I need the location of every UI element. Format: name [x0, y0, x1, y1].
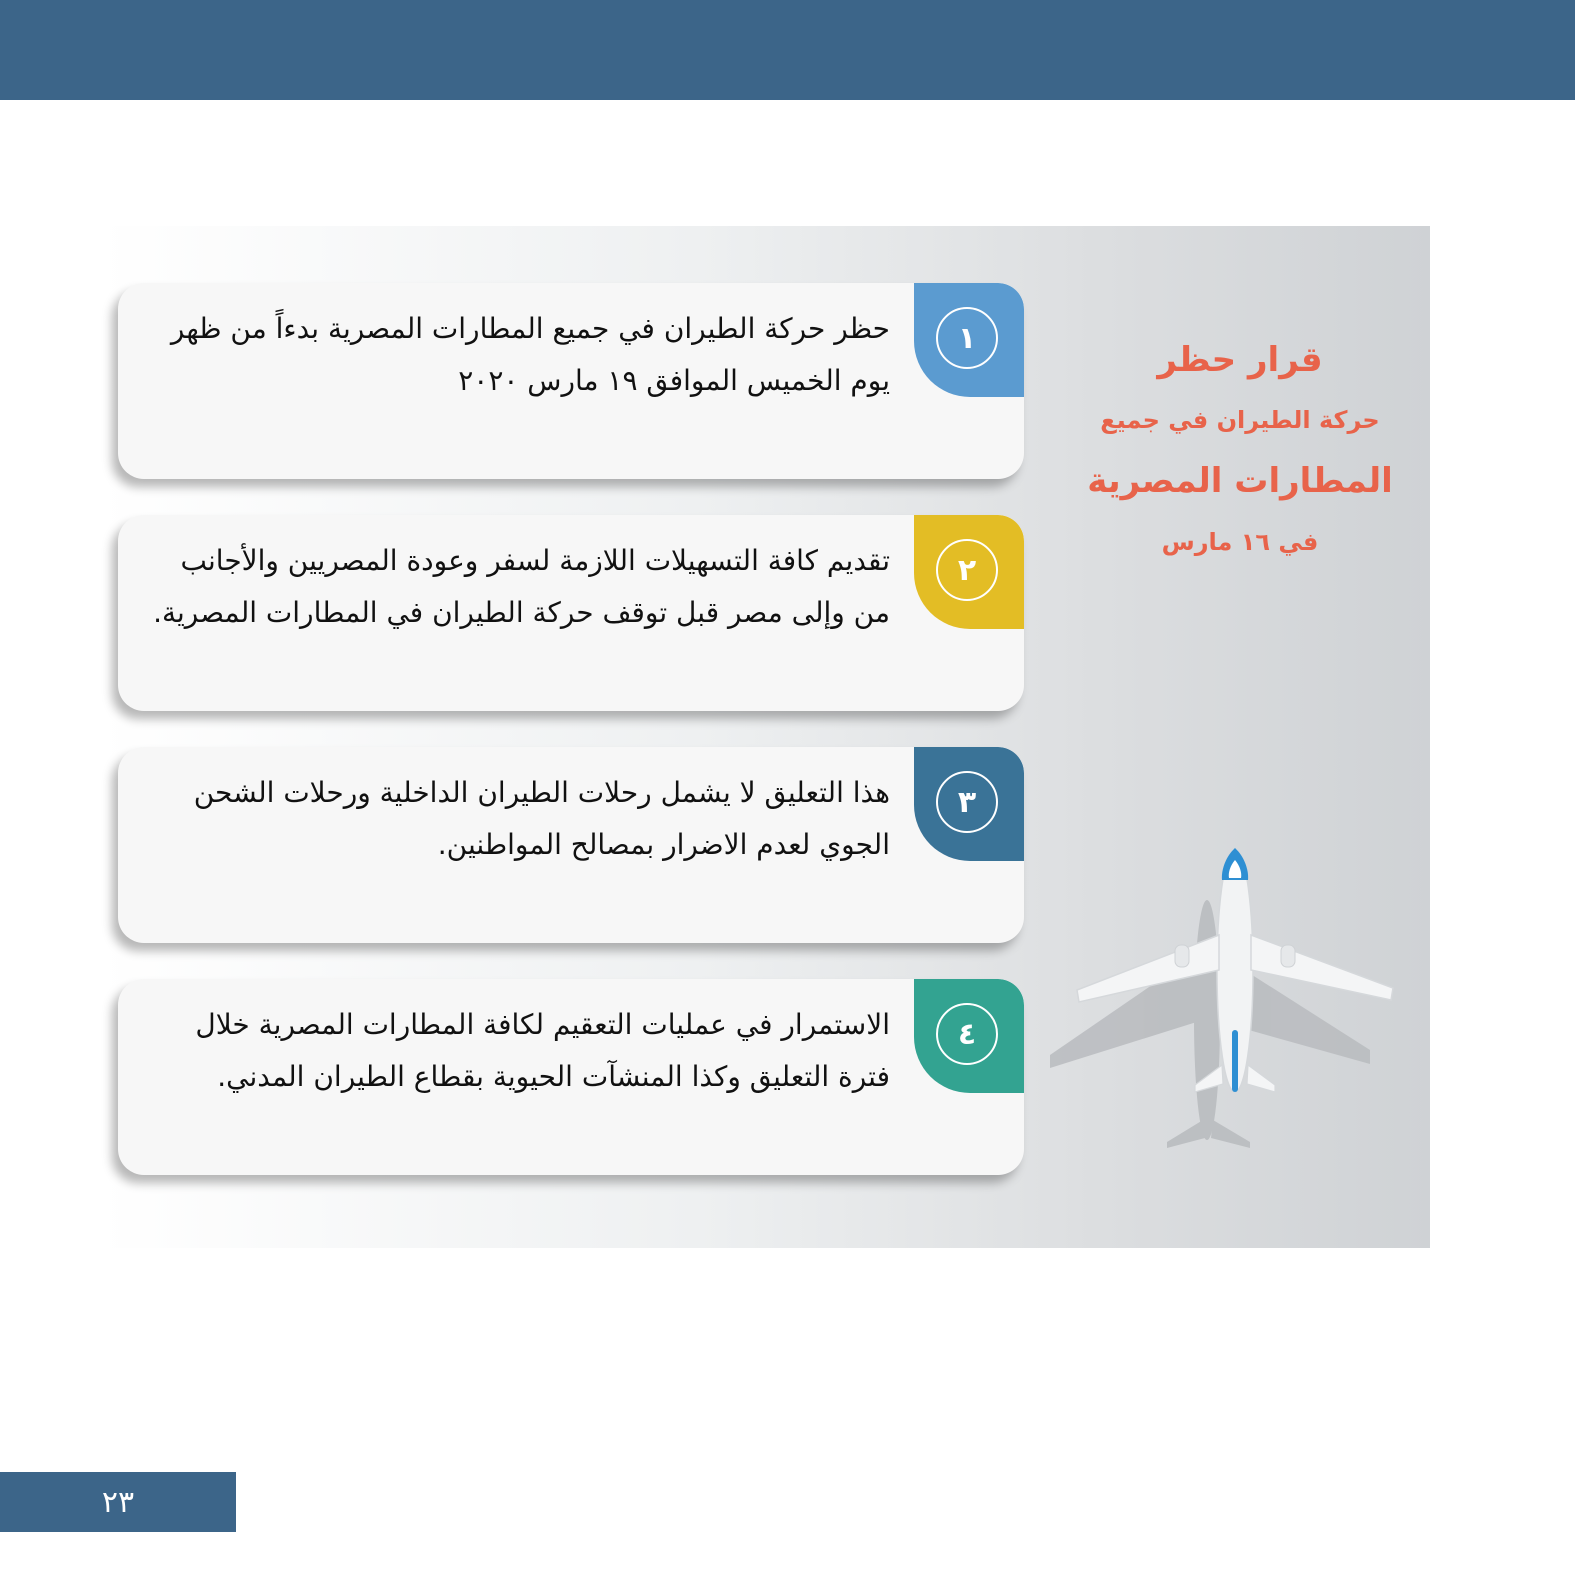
page-title — [1080, 330, 1400, 572]
item-number-badge: ٣ — [936, 771, 998, 833]
item-text: حظر حركة الطيران في جميع المطارات المصرية بدءاً من ظهر يوم الخميس الموافق ١٩ مارس ٢٠٢٠ — [170, 312, 890, 397]
item-number-badge: ٢ — [936, 539, 998, 601]
list-item — [118, 979, 1024, 1175]
list-item — [118, 515, 1024, 711]
item-number-tab — [914, 747, 1024, 861]
item-number-tab — [914, 283, 1024, 397]
item-number-badge: ١ — [936, 307, 998, 369]
list-item — [118, 747, 1024, 943]
item-number-tab — [914, 515, 1024, 629]
item-text: الاستمرار في عمليات التعقيم لكافة المطارات المصرية خلال فترة التعليق وكذا المنشآت الحيوية بقطاع الطيران المدني. — [195, 1008, 890, 1093]
page-number: ٢٣ — [0, 1472, 236, 1532]
item-text: تقديم كافة التسهيلات اللازمة لسفر وعودة المصريين والأجانب من وإلى مصر قبل توقف حركة الطيران في المطارات المصرية. — [153, 544, 890, 629]
item-number-tab — [914, 979, 1024, 1093]
list-item — [118, 283, 1024, 479]
title-line-4: في ١٦ مارس — [1161, 528, 1319, 556]
item-text: هذا التعليق لا يشمل رحلات الطيران الداخلية ورحلات الشحن الجوي لعدم الاضرار بمصالح المواطنين. — [193, 776, 890, 861]
header-band — [0, 0, 1575, 100]
airplane-icon — [1045, 840, 1405, 1160]
title-line-1: قرار حظر — [1157, 340, 1323, 380]
title-line-3: المطارات المصرية — [1087, 461, 1393, 501]
title-line-2: حركة الطيران في جميع — [1100, 406, 1380, 434]
item-number-badge: ٤ — [936, 1003, 998, 1065]
